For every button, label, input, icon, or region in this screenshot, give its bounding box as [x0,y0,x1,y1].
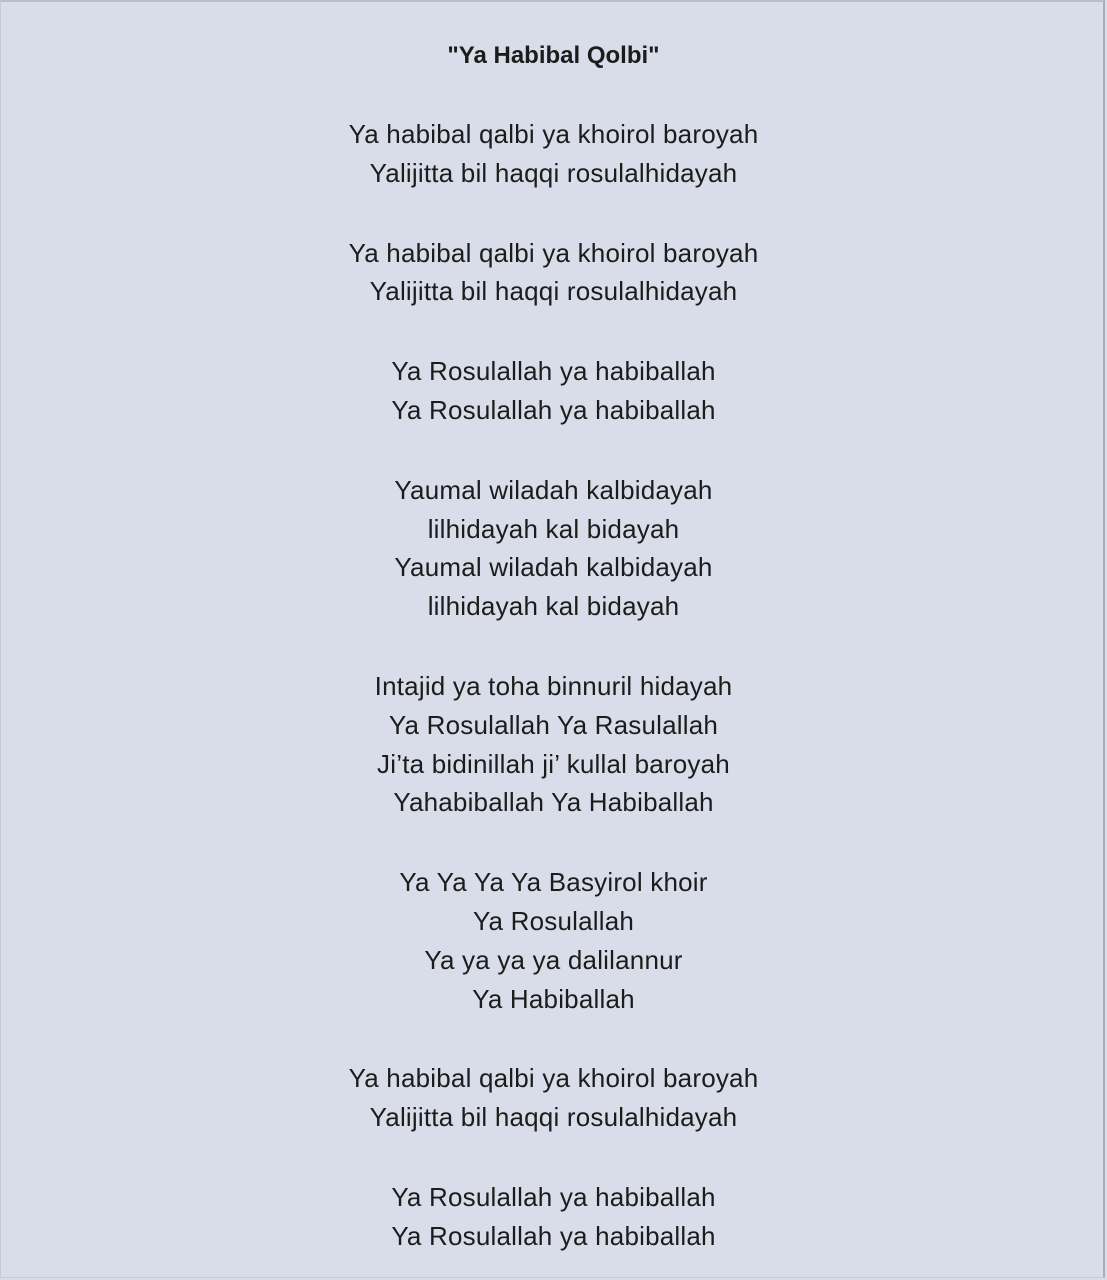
stanza-4 [0,471,1107,626]
stanza-2 [0,234,1107,312]
lyric-line: Ya habibal qalbi ya khoirol baroyah [348,1063,759,1094]
lyric-line: Yaumal wiladah kalbidayah [394,552,713,583]
stanza-3 [0,352,1107,430]
stanza-1 [0,115,1107,193]
lyric-line: Intajid ya toha binnuril hidayah [374,670,733,701]
lyric-line: Ya Rosulallah ya habiballah [391,1220,716,1251]
lyric-line: Ya Rosulallah ya habiballah [391,394,716,425]
stanza-6 [0,863,1107,1018]
lyric-line: Yaumal wiladah kalbidayah [394,474,713,505]
lyrics-document [0,38,1107,1256]
lyric-line: Yalijitta bil haqqi rosulalhidayah [369,1102,738,1133]
lyric-line: Ya habibal qalbi ya khoirol baroyah [348,119,759,149]
lyric-line: Yalijitta bil haqqi rosulalhidayah [369,157,738,188]
lyric-line: Ya habibal qalbi ya khoirol baroyah [348,237,759,268]
stanza-5 [0,667,1107,822]
lyric-line: Ya Rosulallah ya habiballah [391,356,716,387]
lyric-line: Ya Rosulallah [472,905,635,936]
lyric-line: lilhidayah kal bidayah [427,513,680,544]
lyric-line: Yalijitta bil haqqi rosulalhidayah [369,276,738,307]
lyric-line: Ya ya ya ya dalilannur [424,944,683,975]
lyric-line: Ya Ya Ya Ya Basyirol khoir [399,867,708,898]
lyric-line: Ya Rosulallah Ya Rasulallah [388,709,719,740]
stanza-7 [0,1059,1107,1137]
lyric-line: lilhidayah kal bidayah [427,591,680,622]
lyric-line: Yahabiballah Ya Habiballah [393,787,714,818]
stanza-8 [0,1178,1107,1256]
lyric-line: Ya Rosulallah ya habiballah [391,1181,716,1212]
lyric-line: Ji’ta bidinillah ji’ kullal baroyah [377,748,730,779]
lyric-line: Ya Habiballah [472,983,635,1014]
song-title: "Ya Habibal Qolbi" [447,42,660,69]
